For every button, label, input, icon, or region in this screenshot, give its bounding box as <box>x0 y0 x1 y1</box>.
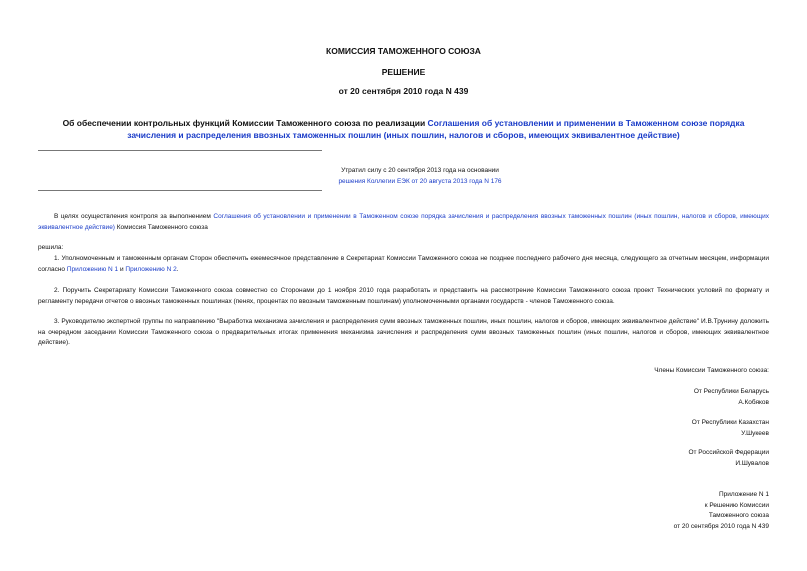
appendix-heading: Приложение N 1 к Решению Комиссии Таможенного союза от 20 сентября 2010 года N 439 <box>673 491 769 530</box>
lost-force-note <box>280 165 560 187</box>
organization-heading: КОМИССИЯ ТАМОЖЕННОГО СОЮЗА <box>326 46 481 56</box>
paragraph-item-1: 1. Уполномоченным и таможенным органам Сторон обеспечить ежемесячное представление в Секретариат Комиссии Таможенного союза не позднее последнего рабочего дня месяца, следующего за отчетным месяцем, информации согласно Приложению N 1 и Приложению N 2. <box>38 255 769 273</box>
signature-belarus: От Республики Беларусь А.Кобяков <box>693 388 769 406</box>
document-title <box>40 117 767 141</box>
paragraph-item-2: 2. Поручить Секретариату Комиссии Таможенного союза совместно со Сторонами до 1 ноября 2010 года разработать и представить на рассмотрение Комиссии Таможенного союза проект Технических условий по формату и регламенту передачи отчетов о ввозных таможенных пошлинах (пенях, процентах по ввозным таможенным пошлинам) уполномоченными органами государств - членов Таможенного союза. <box>38 287 769 305</box>
divider-bottom <box>38 190 322 191</box>
appendix-1-link[interactable]: Приложению N 1 <box>66 265 119 273</box>
paragraph-preamble: В целях осуществления контроля за выполнением Соглашения об установлении и применении в Таможенном союзе порядка зачисления и распределения ввозных таможенных пошлин (иных пошлин, налогов и сборов, имеющих эквивалентное действие) Комиссия Таможенного союза <box>38 213 769 231</box>
signatures-heading: Члены Комиссии Таможенного союза: <box>654 367 769 374</box>
paragraph-item-3: 3. Руководителю экспертной группы по направлению "Выработка механизма зачисления и распределения сумм ввозных таможенных пошлин, иных пошлин, налогов и сборов, имеющих эквивалентное действие" И.В.Трунину доложить на очередном заседании Комиссии Таможенного союза о предварительных итогах применения механизма зачисления и распределения сумм ввозных таможенных пошлин (иных пошлин, налогов и сборов, имеющих эквивалентное действие). <box>38 318 769 346</box>
document-date-number: от 20 сентября 2010 года N 439 <box>338 86 469 96</box>
title-prefix: Об обеспечении контрольных функций Комиссии Таможенного союза по реализации <box>62 118 428 128</box>
lost-force-text: Утратил силу с 20 сентября 2013 года на основании <box>341 167 499 174</box>
document-type-heading: РЕШЕНИЕ <box>381 67 426 77</box>
appendix-2-link[interactable]: Приложению N 2 <box>125 265 177 273</box>
agreement-link-body[interactable]: Соглашения об установлении и применении в Таможенном союзе порядка зачисления и распределения ввозных таможенных пошлин (иных пошлин, налогов и сборов, имеющих эквивалентное действие) <box>38 213 769 231</box>
divider-top <box>38 150 322 151</box>
agreement-link-title[interactable]: Соглашения об установлении и применении в Таможенном союзе порядка зачисления и распределения ввозных таможенных пошлин (иных пошлин, налогов и сборов, имеющих эквивалентное действие) <box>127 118 745 140</box>
eec-decision-link[interactable]: решения Коллегии ЕЭК от 20 августа 2013 года N 176 <box>338 178 502 185</box>
signature-russia: От Российской Федерации И.Шувалов <box>688 449 769 467</box>
resolved-label: решила: <box>38 244 64 251</box>
signature-kazakhstan: От Республики Казахстан У.Шукеев <box>691 419 769 437</box>
